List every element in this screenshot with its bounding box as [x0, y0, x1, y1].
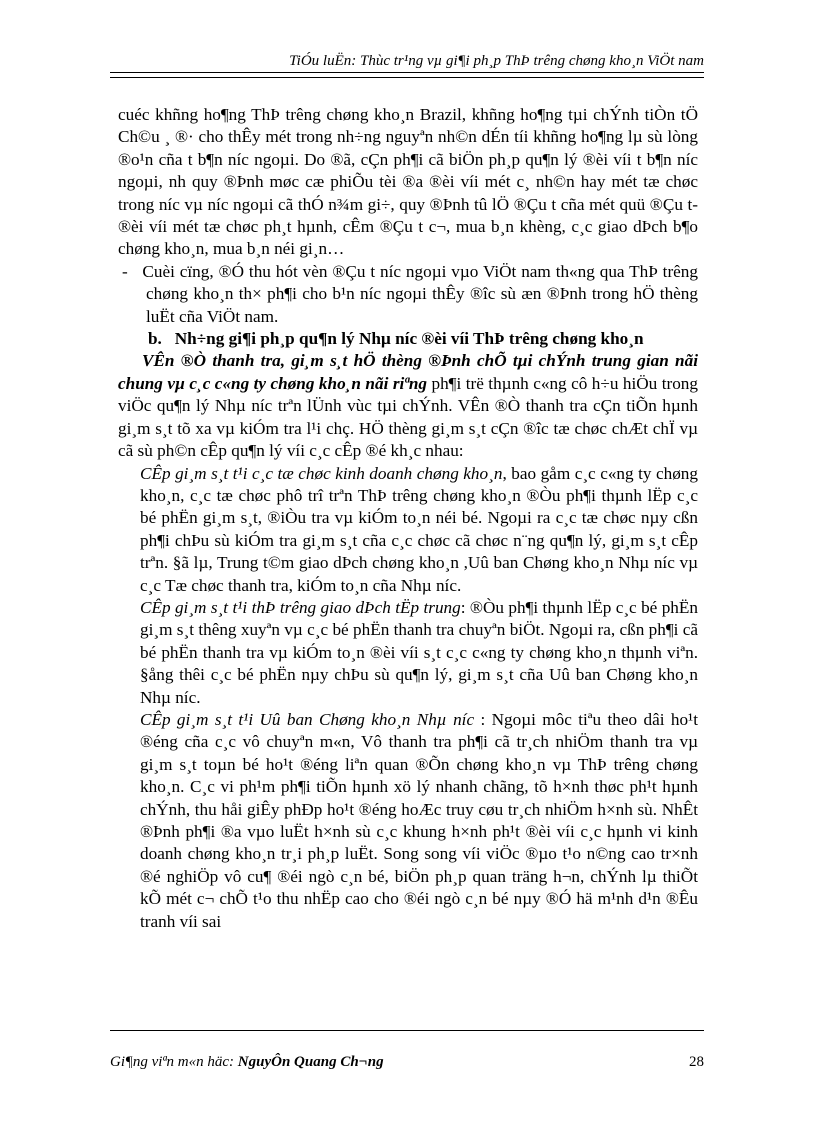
- paragraph-1: cuéc khñng ho¶ng ThÞ trêng chøng kho¸n Brazil, khñng ho¶ng tµi chÝnh tiÒn tÖ Ch©u ¸ ®· cho thÊy mét trong nh÷ng nguyªn nh©n dÉn tíi khñng ho¶ng lµ sù lòng ®o¹n cña t b¶n níc ngoµi. Do ®ã, cÇn ph¶i cã biÖn ph¸p qu¶n lý ®èi víi t b¶n níc ngoµi, nh quy ®Þnh møc cæ phiÕu tèi ®a ®èi víi mét c¸ nh©n hay mét tæ chøc trong níc vµ níc ngoµi cã thÓ n¾m gi÷, quy ®Þnh tû lÖ ®Çu t cña mét quü ®Çu t ®èi víi mét tæ chøc ph¸t hµnh, cÊm ®Çu t c¬, mua b¸n khèng, c¸c giao dÞch b¶o chøng kho¸n, mua b¸n néi gi¸n…: [118, 105, 698, 259]
- running-header: [110, 52, 704, 73]
- header-title: TiÓu luËn: Thùc tr¹ng vµ gi¶i ph¸p ThÞ trêng chøng kho¸n ViÖt nam: [289, 53, 704, 69]
- supervision-level-1: [118, 463, 698, 597]
- level-1-label: CÊp gi¸m s¸t t¹i c¸c tæ chøc kinh doanh chøng kho¸n: [140, 463, 503, 483]
- level-3-label: CÊp gi¸m s¸t t¹i Uû ban Chøng kho¸n Nhµ níc: [140, 709, 475, 729]
- level-2-label: CÊp gi¸m s¸t t¹i thÞ trêng giao dÞch tËp trung: [140, 597, 461, 617]
- header-divider: [110, 77, 704, 78]
- heading-text: Nh÷ng gi¶i ph¸p qu¶n lý Nhµ níc ®èi víi ThÞ trêng chøng kho¸n: [174, 329, 644, 349]
- bullet-text: Cuèi cïng, ®Ó thu hót vèn ®Çu t níc ngoµi vµo ViÖt nam th«ng qua ThÞ trêng chøng kho¸n th× ph¶i cho b¹n níc ngoµi thÊy ®îc sù æn ®Þnh trong hÖ thèng luËt cña ViÖt nam.: [142, 261, 698, 326]
- running-footer: [110, 1054, 704, 1071]
- bullet-mark: -: [122, 261, 128, 281]
- bullet-item: [118, 261, 698, 328]
- level-1-text: , bao gåm c¸c c«ng ty chøng kho¸n, c¸c tæ chøc phô trî trªn ThÞ trêng chøng kho¸n ®Òu ph¶i thµnh lËp c¸c bé phËn gi¸m s¸t, ®iÒu tra vµ kiÓm to¸n néi bé. Ngoµi ra c¸c tæ chøc nµy cßn ph¶i chÞu sù kiÓm tra gi¸m s¸t cña c¸c chøc cã chøc n¨ng qu¶n lý, gi¸m s¸t cÊp trªn. §ã lµ, Trung t©m giao dÞch chøng kho¸n ,Uû ban Chøng kho¸n Nhµ níc vµ c¸c Tæ chøc thanh tra, kiÓm to¸n cña Nhµ níc.: [140, 463, 698, 595]
- page-number: 28: [689, 1054, 704, 1070]
- level-3-text: : Ngoµi môc tiªu theo dâi ho¹t ®éng cña c¸c vô chuyªn m«n, Vô thanh tra ph¶i cã tr¸ch nhiÖm thanh tra vµ gi¸m s¸t toµn bé ho¹t ®éng liªn quan ®Õn chøng kho¸n vµ ThÞ trêng chøng kho¸n. C¸c vi ph¹m ph¶i tiÕn hµnh xö lý nhanh chãng, tõ h×nh thøc ph¹t hµnh chÝnh, thu håi giÊy phÐp ho¹t ®éng hoÆc truy cøu tr¸ch nhiÖm h×nh sù. NhÊt ®Þnh ph¶i ®a vµo luËt h×nh sù c¸c khung h×nh ph¹t ®èi víi c¸c hµnh vi kinh doanh chøng kho¸n tr¸i ph¸p luËt. Song song víi viÖc ®µo t¹o n©ng cao tr×nh ®é nghiÖp vô cu¶ ®éi ngò c¸n bé, biÖn ph¸p quan träng h¬n, chÝnh lµ thiÕt kÕ mét c¬ chÕ t¹o thu nhËp cao cho ®éi ngò c¸n bé nµy ®Ó hä m¹nh d¹n ®Êu tranh víi sai: [140, 709, 698, 931]
- paragraph-2: [118, 350, 698, 462]
- lecturer-name: NguyÔn Quang Ch¬ng: [237, 1054, 384, 1070]
- footer-label: Gi¶ng viªn m«n häc:: [110, 1054, 238, 1070]
- supervision-level-2: [118, 597, 698, 709]
- level-2-text: : ®Òu ph¶i thµnh lËp c¸c bé phËn gi¸m s¸t thêng xuyªn vµ c¸c bé phËn thanh tra chuyªn biÖt. Ngoµi ra, cßn ph¶i cã bé phËn thanh tra vµ kiÓm to¸n ®èi víi s¸t c¸c c«ng ty chøng kho¸n thµnh viªn. §ång thêi c¸c bé phËn nµy chÞu sù qu¶n lý, gi¸m s¸t cña Uû ban Chøng kho¸n Nhµ níc.: [140, 597, 698, 707]
- paragraph-2-lead: VÊn ®Ò thanh tra, gi¸m s¸t hÖ thèng ®Þnh chÕ tµi chÝnh trung gian nãi chung vµ c¸c c«ng ty chøng kho¸n nãi riªng: [118, 351, 698, 393]
- page-body: [118, 104, 698, 933]
- footer-divider: [110, 1030, 704, 1031]
- section-heading: [118, 328, 698, 350]
- heading-mark: b.: [148, 329, 162, 349]
- paragraph-2-rest: ph¶i trë thµnh c«ng cô h÷u hiÖu trong viÖc qu¶n lý Nhµ níc trªn lÜnh vùc tµi chÝnh. VÊn ®Ò thanh tra cÇn tiÕn hµnh gi¸m s¸t tõ xa vµ kiÓm tra l¹i chç. HÖ thèng gi¸m s¸t cÇn ®îc tæ chøc chÆt chÏ vµ cã sù ph©n cÊp qu¶n lý víi c¸c cÊp ®é kh¸c nhau:: [118, 373, 698, 461]
- supervision-level-3: [118, 709, 698, 933]
